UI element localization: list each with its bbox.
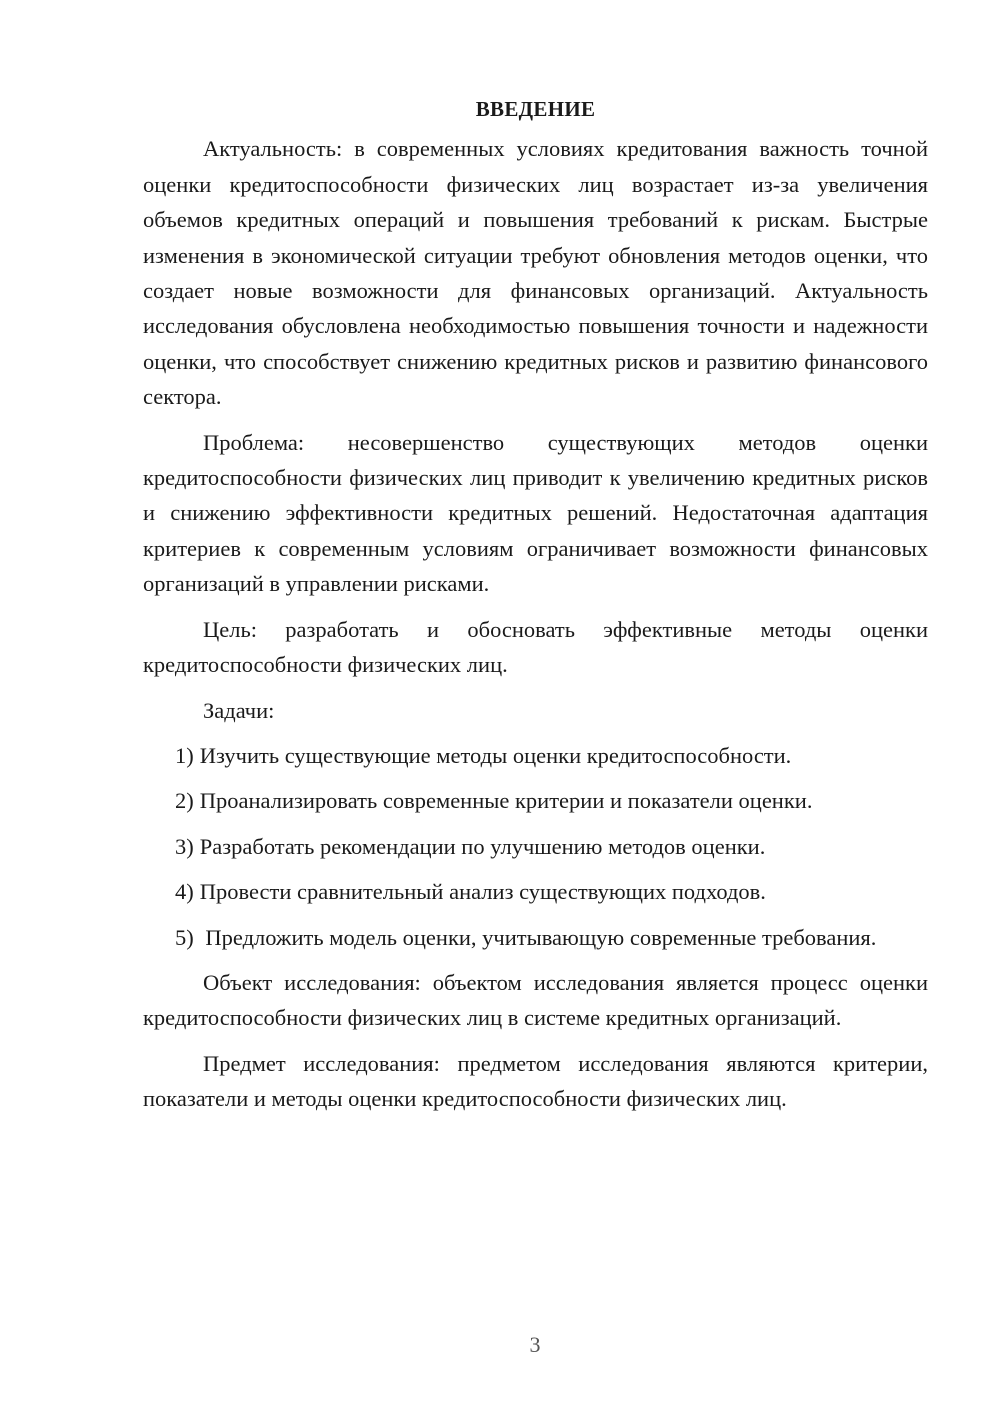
list-item: [143, 829, 928, 864]
page-number: 3: [529, 1332, 541, 1357]
list-item: [143, 738, 928, 773]
object-paragraph: Объект исследования: объектом исследования является процесс оценки кредитоспособности физических лиц в системе кредитных организаций.: [143, 969, 928, 1031]
list-item-number: 1): [175, 742, 194, 768]
problem-paragraph: Проблема: несовершенство существующих методов оценки кредитоспособности физических лиц приводит к увеличению кредитных рисков и снижению эффективности кредитных решений. Недостаточная адаптация критериев к современным условиям ограничивает возможности финансовых организаций в управлении рисками.: [143, 429, 928, 597]
list-item-number: 4): [175, 879, 194, 905]
subject-paragraph: Предмет исследования: предметом исследования являются критерии, показатели и методы оценки кредитоспособности физических лиц.: [143, 1050, 928, 1112]
list-item-text: Изучить существующие методы оценки кредитоспособности.: [199, 742, 792, 768]
list-item-text: Разработать рекомендации по улучшению методов оценки.: [199, 833, 766, 859]
list-item: [143, 920, 928, 955]
list-item-text: Провести сравнительный анализ существующих подходов.: [199, 879, 766, 905]
list-item-text: Проанализировать современные критерии и показатели оценки.: [199, 788, 813, 814]
list-item-text: Предложить модель оценки, учитывающую современные требования.: [205, 924, 877, 950]
list-item-number: 3): [175, 833, 194, 859]
goal-paragraph: Цель: разработать и обосновать эффективные методы оценки кредитоспособности физических лиц.: [143, 616, 928, 678]
page-content: [143, 92, 928, 1127]
relevance-paragraph: Актуальность: в современных условиях кредитования важность точной оценки кредитоспособности физических лиц возрастает из-за увеличения объемов кредитных операций и повышения требований к рискам. Быстрые изменения в экономической ситуации требуют обновления методов оценки, что создает новые возможности для финансовых организаций. Актуальность исследования обусловлена необходимостью повышения точности и надежности оценки, что способствует снижению кредитных рисков и развитию финансового сектора.: [143, 136, 928, 410]
tasks-list: [143, 738, 928, 955]
list-item-number: 2): [175, 788, 194, 814]
list-item: [143, 783, 928, 818]
page-title: ВВЕДЕНИЕ: [475, 97, 596, 121]
list-item: [143, 874, 928, 909]
list-item-number: 5): [175, 924, 194, 950]
tasks-heading: Задачи:: [203, 697, 275, 723]
